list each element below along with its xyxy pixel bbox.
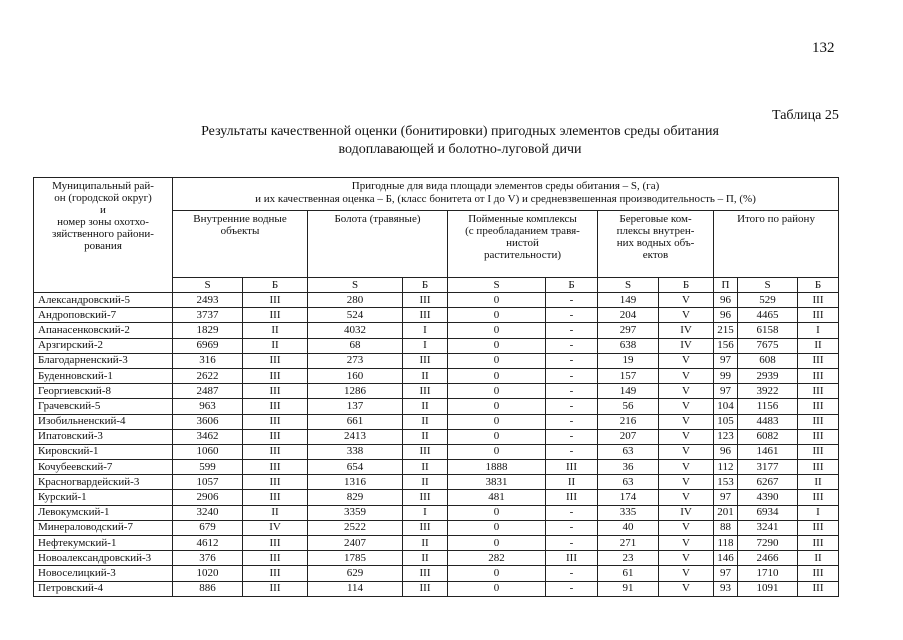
value-cell: III — [798, 444, 839, 459]
table-row — [34, 293, 839, 308]
value-cell: 146 — [714, 551, 738, 566]
value-cell: 207 — [598, 429, 659, 444]
value-cell: 157 — [598, 368, 659, 383]
value-cell: 1710 — [738, 566, 798, 581]
district-name-cell: Благодарненский-3 — [34, 353, 173, 368]
value-cell: II — [403, 414, 448, 429]
value-cell: 608 — [738, 353, 798, 368]
district-name-cell: Ипатовский-3 — [34, 429, 173, 444]
value-cell: III — [243, 551, 308, 566]
value-cell: III — [243, 536, 308, 551]
value-cell: 97 — [714, 490, 738, 505]
table-body — [34, 293, 839, 597]
value-cell: V — [659, 460, 714, 475]
subcolumn-header: S — [738, 278, 798, 293]
value-cell: 280 — [308, 293, 403, 308]
district-name-cell: Минераловодский-7 — [34, 520, 173, 535]
value-cell: 7290 — [738, 536, 798, 551]
value-cell: III — [243, 460, 308, 475]
value-cell: II — [546, 475, 598, 490]
value-cell: 61 — [598, 566, 659, 581]
bonitet-table — [33, 177, 839, 597]
value-cell: IV — [659, 323, 714, 338]
value-cell: - — [546, 368, 598, 383]
district-name-cell: Георгиевский-8 — [34, 384, 173, 399]
value-cell: 0 — [448, 581, 546, 596]
value-cell: 629 — [308, 566, 403, 581]
value-cell: 0 — [448, 520, 546, 535]
group-header-total: Итого по району — [714, 211, 839, 278]
district-name-cell: Апанасенковский-2 — [34, 323, 173, 338]
value-cell: III — [546, 551, 598, 566]
value-cell: 56 — [598, 399, 659, 414]
value-cell: III — [798, 399, 839, 414]
value-cell: II — [243, 338, 308, 353]
subcolumn-header: S — [448, 278, 546, 293]
table-row — [34, 323, 839, 338]
value-cell: II — [243, 323, 308, 338]
value-cell: 1057 — [173, 475, 243, 490]
value-cell: 338 — [308, 444, 403, 459]
value-cell: V — [659, 566, 714, 581]
value-cell: 156 — [714, 338, 738, 353]
value-cell: 114 — [308, 581, 403, 596]
value-cell: III — [243, 414, 308, 429]
value-cell: - — [546, 338, 598, 353]
value-cell: 2906 — [173, 490, 243, 505]
value-cell: 0 — [448, 293, 546, 308]
value-cell: V — [659, 429, 714, 444]
value-cell: V — [659, 399, 714, 414]
value-cell: 0 — [448, 338, 546, 353]
page-number: 132 — [812, 40, 835, 56]
value-cell: 529 — [738, 293, 798, 308]
district-name-cell: Левокумский-1 — [34, 505, 173, 520]
value-cell: 153 — [714, 475, 738, 490]
table-row — [34, 414, 839, 429]
subcolumn-header: Б — [546, 278, 598, 293]
district-name-cell: Петровский-4 — [34, 581, 173, 596]
value-cell: 963 — [173, 399, 243, 414]
value-cell: I — [403, 505, 448, 520]
district-column-header: Муниципальный рай- он (городской округ) и номер зоны охотхо- зяйственного райони- рования — [34, 178, 173, 293]
table-row — [34, 520, 839, 535]
value-cell: 2413 — [308, 429, 403, 444]
table-row — [34, 581, 839, 596]
value-cell: 105 — [714, 414, 738, 429]
table-row — [34, 460, 839, 475]
district-name-cell: Александровский-5 — [34, 293, 173, 308]
value-cell: - — [546, 308, 598, 323]
value-cell: 0 — [448, 429, 546, 444]
value-cell: 0 — [448, 384, 546, 399]
value-cell: 3922 — [738, 384, 798, 399]
value-cell: 2522 — [308, 520, 403, 535]
value-cell: II — [403, 399, 448, 414]
title-line: водоплавающей и болотно-луговой дичи — [338, 142, 582, 157]
value-cell: 1091 — [738, 581, 798, 596]
value-cell: V — [659, 520, 714, 535]
value-cell: 96 — [714, 444, 738, 459]
value-cell: 3240 — [173, 505, 243, 520]
value-cell: III — [798, 414, 839, 429]
value-cell: 282 — [448, 551, 546, 566]
value-cell: III — [403, 293, 448, 308]
value-cell: 4483 — [738, 414, 798, 429]
value-cell: 215 — [714, 323, 738, 338]
district-name-cell: Кировский-1 — [34, 444, 173, 459]
value-cell: III — [798, 536, 839, 551]
header-row-caption — [34, 178, 839, 211]
value-cell: - — [546, 384, 598, 399]
value-cell: 829 — [308, 490, 403, 505]
value-cell: III — [798, 384, 839, 399]
value-cell: III — [403, 308, 448, 323]
value-cell: II — [403, 475, 448, 490]
table-row — [34, 384, 839, 399]
value-cell: - — [546, 566, 598, 581]
value-cell: - — [546, 520, 598, 535]
value-cell: 335 — [598, 505, 659, 520]
value-cell: III — [403, 490, 448, 505]
value-cell: 3359 — [308, 505, 403, 520]
value-cell: 6267 — [738, 475, 798, 490]
value-cell: 6969 — [173, 338, 243, 353]
value-cell: II — [403, 536, 448, 551]
value-cell: 0 — [448, 368, 546, 383]
value-cell: 297 — [598, 323, 659, 338]
value-cell: - — [546, 444, 598, 459]
value-cell: 3177 — [738, 460, 798, 475]
value-cell: 1888 — [448, 460, 546, 475]
value-cell: 3737 — [173, 308, 243, 323]
value-cell: III — [798, 566, 839, 581]
table-label: Таблица 25 — [772, 108, 839, 123]
value-cell: 104 — [714, 399, 738, 414]
group-header-inner-water: Внутренние водные объекты — [173, 211, 308, 278]
value-cell: 112 — [714, 460, 738, 475]
value-cell: 0 — [448, 414, 546, 429]
value-cell: 1020 — [173, 566, 243, 581]
table-row — [34, 490, 839, 505]
value-cell: 638 — [598, 338, 659, 353]
value-cell: III — [243, 353, 308, 368]
value-cell: III — [243, 308, 308, 323]
value-cell: 118 — [714, 536, 738, 551]
value-cell: 137 — [308, 399, 403, 414]
value-cell: - — [546, 399, 598, 414]
value-cell: - — [546, 293, 598, 308]
value-cell: IV — [659, 505, 714, 520]
title-line: Результаты качественной оценки (бонитировки) пригодных элементов среды обитания — [201, 124, 719, 139]
value-cell: II — [798, 475, 839, 490]
value-cell: 886 — [173, 581, 243, 596]
value-cell: II — [403, 368, 448, 383]
value-cell: 1461 — [738, 444, 798, 459]
value-cell: III — [243, 429, 308, 444]
value-cell: III — [546, 490, 598, 505]
value-cell: III — [403, 520, 448, 535]
value-cell: III — [403, 581, 448, 596]
value-cell: - — [546, 353, 598, 368]
value-cell: V — [659, 384, 714, 399]
value-cell: 0 — [448, 505, 546, 520]
value-cell: 2466 — [738, 551, 798, 566]
table-row — [34, 353, 839, 368]
value-cell: 1060 — [173, 444, 243, 459]
value-cell: 149 — [598, 384, 659, 399]
value-cell: - — [546, 581, 598, 596]
value-cell: 0 — [448, 566, 546, 581]
district-name-cell: Курский-1 — [34, 490, 173, 505]
value-cell: V — [659, 444, 714, 459]
value-cell: 4612 — [173, 536, 243, 551]
table-title — [100, 123, 820, 159]
value-cell: 68 — [308, 338, 403, 353]
value-cell: 96 — [714, 308, 738, 323]
value-cell: 4465 — [738, 308, 798, 323]
group-header-floodplain: Пойменные комплексы (с преобладанием травя- нистой растительности) — [448, 211, 598, 278]
main-caption-header: Пригодные для вида площади элементов среды обитания – S, (га) и их качественная оценка – Б, (класс бонитета от I до V) и средневзвешенная производительность – П, (%) — [173, 178, 839, 211]
value-cell: III — [403, 384, 448, 399]
value-cell: 160 — [308, 368, 403, 383]
value-cell: III — [403, 444, 448, 459]
value-cell: - — [546, 323, 598, 338]
value-cell: II — [798, 551, 839, 566]
subcolumn-header: Б — [798, 278, 839, 293]
district-name-cell: Кочубеевский-7 — [34, 460, 173, 475]
value-cell: 376 — [173, 551, 243, 566]
value-cell: - — [546, 536, 598, 551]
value-cell: II — [243, 505, 308, 520]
district-name-cell: Нефтекумский-1 — [34, 536, 173, 551]
value-cell: I — [403, 323, 448, 338]
value-cell: 216 — [598, 414, 659, 429]
value-cell: 1156 — [738, 399, 798, 414]
value-cell: V — [659, 414, 714, 429]
value-cell: 99 — [714, 368, 738, 383]
value-cell: 19 — [598, 353, 659, 368]
district-name-cell: Арзгирский-2 — [34, 338, 173, 353]
value-cell: 123 — [714, 429, 738, 444]
value-cell: IV — [243, 520, 308, 535]
district-name-cell: Буденновский-1 — [34, 368, 173, 383]
value-cell: III — [243, 384, 308, 399]
value-cell: 97 — [714, 384, 738, 399]
value-cell: 63 — [598, 475, 659, 490]
value-cell: 0 — [448, 444, 546, 459]
value-cell: 1286 — [308, 384, 403, 399]
value-cell: III — [243, 368, 308, 383]
value-cell: III — [243, 566, 308, 581]
value-cell: V — [659, 490, 714, 505]
value-cell: II — [403, 460, 448, 475]
value-cell: 97 — [714, 353, 738, 368]
table-row — [34, 551, 839, 566]
value-cell: V — [659, 308, 714, 323]
value-cell: III — [798, 581, 839, 596]
table-row — [34, 368, 839, 383]
value-cell: V — [659, 475, 714, 490]
value-cell: 4390 — [738, 490, 798, 505]
value-cell: V — [659, 581, 714, 596]
value-cell: III — [243, 490, 308, 505]
table-row — [34, 399, 839, 414]
table-row — [34, 566, 839, 581]
value-cell: 3462 — [173, 429, 243, 444]
value-cell: 271 — [598, 536, 659, 551]
value-cell: 91 — [598, 581, 659, 596]
value-cell: 3606 — [173, 414, 243, 429]
value-cell: III — [798, 490, 839, 505]
value-cell: 2487 — [173, 384, 243, 399]
value-cell: III — [798, 429, 839, 444]
value-cell: III — [243, 475, 308, 490]
subcolumn-header: S — [173, 278, 243, 293]
value-cell: II — [798, 338, 839, 353]
subcolumn-header: Б — [403, 278, 448, 293]
value-cell: 7675 — [738, 338, 798, 353]
subcolumn-header: Б — [659, 278, 714, 293]
value-cell: 6934 — [738, 505, 798, 520]
value-cell: III — [403, 566, 448, 581]
value-cell: 661 — [308, 414, 403, 429]
district-name-cell: Новоалександровский-3 — [34, 551, 173, 566]
value-cell: III — [403, 353, 448, 368]
value-cell: III — [798, 460, 839, 475]
value-cell: 97 — [714, 566, 738, 581]
district-name-cell: Красногвардейский-3 — [34, 475, 173, 490]
value-cell: 201 — [714, 505, 738, 520]
value-cell: III — [798, 368, 839, 383]
value-cell: 599 — [173, 460, 243, 475]
value-cell: 3241 — [738, 520, 798, 535]
value-cell: V — [659, 293, 714, 308]
value-cell: II — [403, 429, 448, 444]
value-cell: 204 — [598, 308, 659, 323]
value-cell: 2622 — [173, 368, 243, 383]
value-cell: IV — [659, 338, 714, 353]
value-cell: 316 — [173, 353, 243, 368]
value-cell: - — [546, 505, 598, 520]
value-cell: 1316 — [308, 475, 403, 490]
value-cell: 0 — [448, 353, 546, 368]
table-row — [34, 444, 839, 459]
value-cell: 6158 — [738, 323, 798, 338]
value-cell: III — [243, 581, 308, 596]
value-cell: 40 — [598, 520, 659, 535]
value-cell: 654 — [308, 460, 403, 475]
value-cell: 0 — [448, 323, 546, 338]
subcolumn-header: Б — [243, 278, 308, 293]
value-cell: 2407 — [308, 536, 403, 551]
value-cell: III — [243, 293, 308, 308]
value-cell: 4032 — [308, 323, 403, 338]
value-cell: 273 — [308, 353, 403, 368]
value-cell: 149 — [598, 293, 659, 308]
value-cell: 6082 — [738, 429, 798, 444]
subcolumn-header: П — [714, 278, 738, 293]
table-row — [34, 505, 839, 520]
value-cell: 524 — [308, 308, 403, 323]
value-cell: I — [798, 505, 839, 520]
value-cell: 679 — [173, 520, 243, 535]
group-header-coastal: Береговые ком- плексы внутрен- них водных объ- ектов — [598, 211, 714, 278]
value-cell: V — [659, 536, 714, 551]
value-cell: III — [798, 293, 839, 308]
value-cell: V — [659, 551, 714, 566]
value-cell: 2939 — [738, 368, 798, 383]
value-cell: 174 — [598, 490, 659, 505]
value-cell: III — [798, 353, 839, 368]
subcolumn-header: S — [598, 278, 659, 293]
value-cell: III — [798, 308, 839, 323]
table-row — [34, 536, 839, 551]
value-cell: 0 — [448, 308, 546, 323]
value-cell: III — [243, 444, 308, 459]
value-cell: V — [659, 353, 714, 368]
table-row — [34, 475, 839, 490]
subcolumn-header: S — [308, 278, 403, 293]
value-cell: III — [798, 520, 839, 535]
value-cell: 63 — [598, 444, 659, 459]
value-cell: 36 — [598, 460, 659, 475]
value-cell: 481 — [448, 490, 546, 505]
value-cell: 0 — [448, 399, 546, 414]
table-row — [34, 308, 839, 323]
value-cell: V — [659, 368, 714, 383]
value-cell: 88 — [714, 520, 738, 535]
value-cell: I — [403, 338, 448, 353]
table-row — [34, 429, 839, 444]
district-name-cell: Андроповский-7 — [34, 308, 173, 323]
value-cell: 0 — [448, 536, 546, 551]
value-cell: I — [798, 323, 839, 338]
district-name-cell: Изобильненский-4 — [34, 414, 173, 429]
value-cell: 1785 — [308, 551, 403, 566]
district-name-cell: Грачевский-5 — [34, 399, 173, 414]
value-cell: 96 — [714, 293, 738, 308]
value-cell: 2493 — [173, 293, 243, 308]
table-row — [34, 338, 839, 353]
value-cell: 93 — [714, 581, 738, 596]
value-cell: II — [403, 551, 448, 566]
value-cell: 23 — [598, 551, 659, 566]
value-cell: III — [546, 460, 598, 475]
value-cell: III — [243, 399, 308, 414]
value-cell: 1829 — [173, 323, 243, 338]
value-cell: - — [546, 429, 598, 444]
value-cell: 3831 — [448, 475, 546, 490]
value-cell: - — [546, 414, 598, 429]
group-header-swamps: Болота (травяные) — [308, 211, 448, 278]
district-name-cell: Новоселицкий-3 — [34, 566, 173, 581]
